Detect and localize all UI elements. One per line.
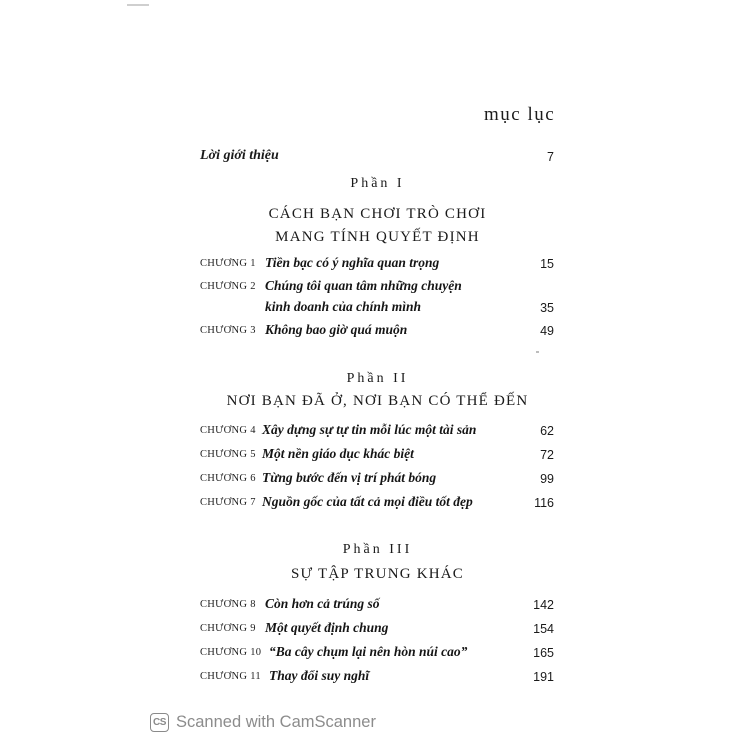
- chapter-10-page: 165: [533, 646, 554, 660]
- chapter-11-page: 191: [533, 670, 554, 684]
- camscanner-watermark: [150, 711, 376, 733]
- chapter-1-title: Tiền bạc có ý nghĩa quan trọng: [265, 255, 440, 270]
- chapter-2-label: CHƯƠNG 2: [200, 281, 256, 292]
- chapter-1-page: 15: [540, 257, 554, 271]
- watermark-text: Scanned with CamScanner: [176, 712, 376, 731]
- part-1-title-line-2: MANG TÍNH QUYẾT ĐỊNH: [275, 229, 480, 245]
- chapter-9-title: Một quyết định chung: [265, 620, 389, 635]
- part-1-label: Phần I: [350, 176, 405, 191]
- chapter-8-page: 142: [533, 598, 554, 612]
- chapter-8-title: Còn hơn cả trúng số: [265, 596, 380, 611]
- chapter-4-label: CHƯƠNG 4: [200, 425, 256, 436]
- chapter-7-label: CHƯƠNG 7: [200, 497, 256, 508]
- part-2-label: Phần II: [346, 371, 409, 386]
- intro-entry-page: 7: [547, 150, 554, 164]
- chapter-5-page: 72: [540, 448, 554, 462]
- chapter-6-page: 99: [540, 472, 554, 486]
- chapter-3-title: Không bao giờ quá muộn: [265, 322, 408, 337]
- chapter-3-page: 49: [540, 324, 554, 338]
- chapter-11-title: Thay đổi suy nghĩ: [269, 668, 370, 683]
- chapter-1-label: CHƯƠNG 1: [200, 258, 256, 269]
- chapter-7-title: Nguồn gốc của tất cả mọi điều tốt đẹp: [262, 494, 473, 509]
- toc-heading: mục lục: [484, 104, 556, 125]
- chapter-7-page: 116: [534, 496, 554, 510]
- camscanner-logo-icon: CS: [150, 713, 169, 732]
- chapter-11-label: CHƯƠNG 11: [200, 671, 261, 682]
- chapter-9-label: CHƯƠNG 9: [200, 623, 256, 634]
- chapter-5-label: CHƯƠNG 5: [200, 449, 256, 460]
- chapter-9-page: 154: [533, 622, 554, 636]
- scan-edge-mark: [127, 4, 149, 6]
- chapter-8-label: CHƯƠNG 8: [200, 599, 256, 610]
- intro-entry-title: Lời giới thiệu: [200, 148, 279, 163]
- part-3-label: Phần III: [342, 542, 413, 557]
- chapter-2-title-line-1: Chúng tôi quan tâm những chuyện: [265, 278, 462, 293]
- chapter-6-title: Từng bước đến vị trí phát bóng: [262, 470, 437, 485]
- chapter-4-title: Xây dựng sự tự tin mỗi lúc một tài sản: [262, 422, 477, 437]
- chapter-2-page: 35: [540, 301, 554, 315]
- part-2-title: NƠI BẠN ĐÃ Ở, NƠI BẠN CÓ THỂ ĐẾN: [226, 393, 529, 409]
- chapter-5-title: Một nền giáo dục khác biệt: [262, 446, 414, 461]
- chapter-3-label: CHƯƠNG 3: [200, 325, 256, 336]
- chapter-10-label: CHƯƠNG 10: [200, 647, 262, 658]
- chapter-2-title-line-2: kinh doanh của chính mình: [265, 299, 422, 314]
- part-3-title: SỰ TẬP TRUNG KHÁC: [290, 566, 465, 582]
- part-1-title-line-1: CÁCH BẠN CHƠI TRÒ CHƠI: [268, 206, 487, 222]
- chapter-6-label: CHƯƠNG 6: [200, 473, 256, 484]
- chapter-10-title: “Ba cây chụm lại nên hòn núi cao”: [269, 644, 468, 659]
- scan-speck: [536, 351, 539, 353]
- chapter-4-page: 62: [540, 424, 554, 438]
